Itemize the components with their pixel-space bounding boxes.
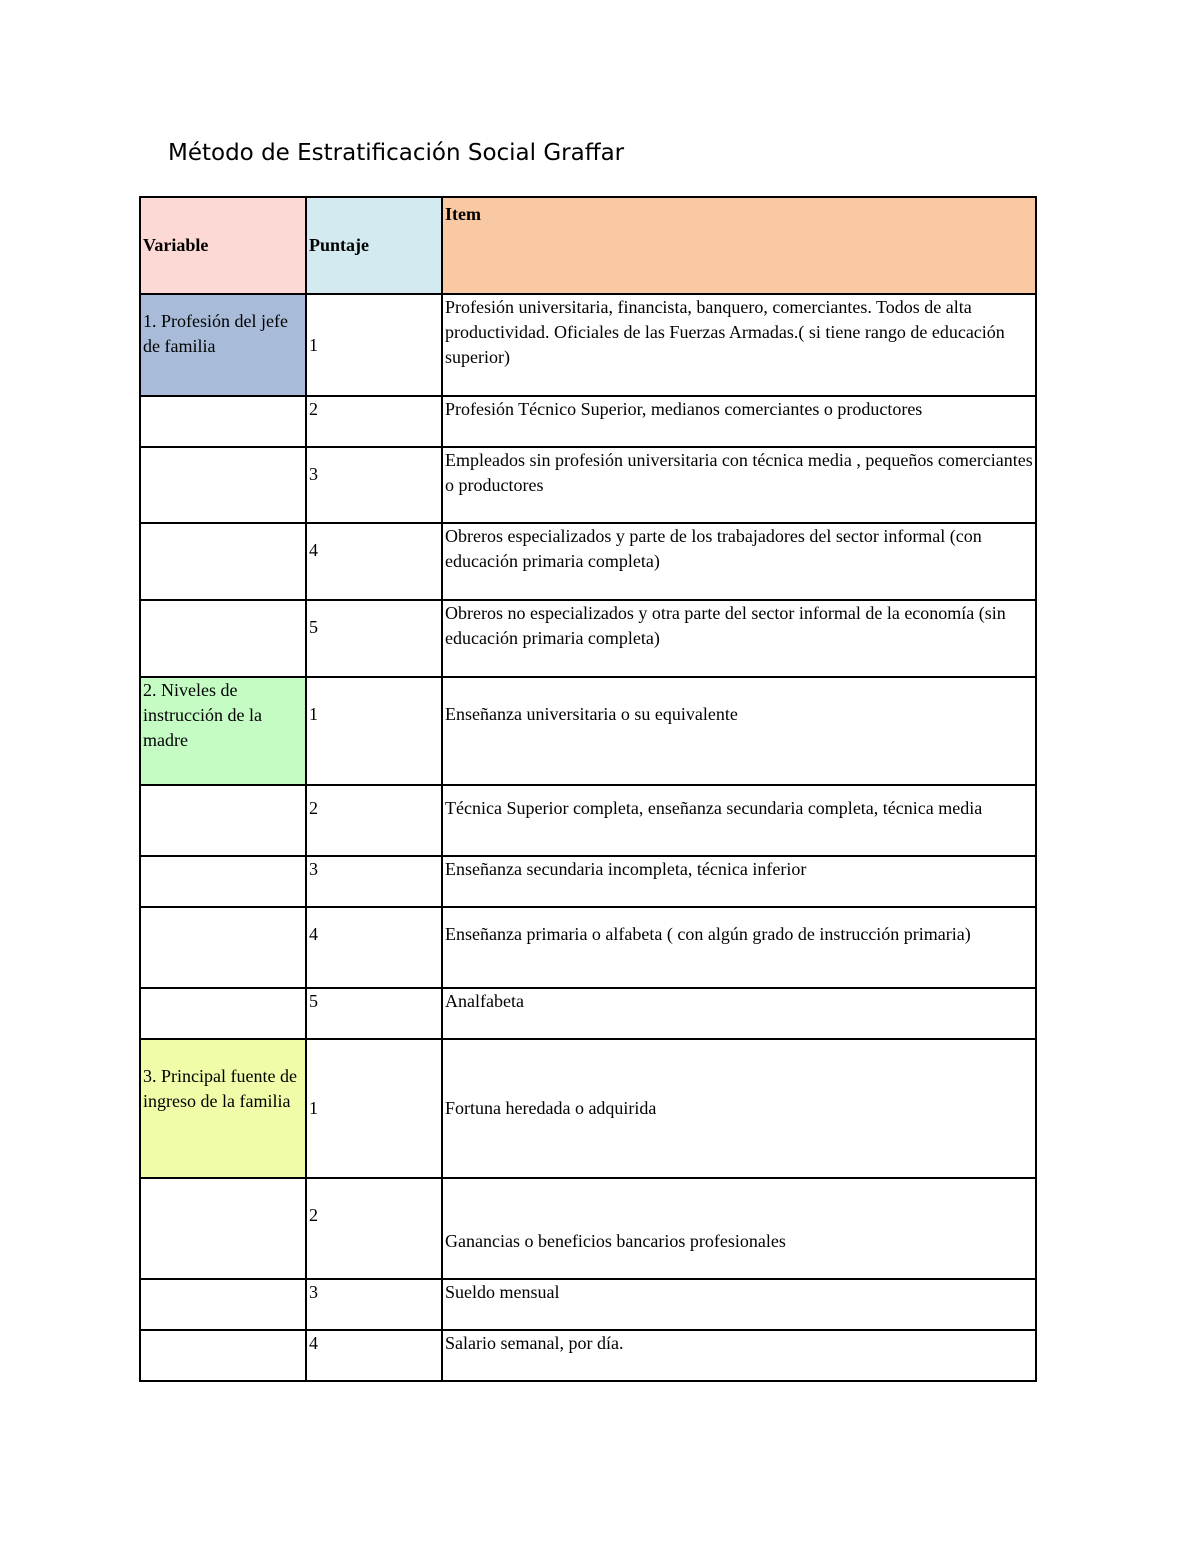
- item-cell: Obreros especializados y parte de los trabajadores del sector informal (con educación primaria completa): [442, 523, 1036, 600]
- header-variable: Variable: [140, 197, 306, 294]
- item-cell: Enseñanza primaria o alfabeta ( con algún grado de instrucción primaria): [442, 907, 1036, 988]
- item-cell: Ganancias o beneficios bancarios profesionales: [442, 1178, 1036, 1279]
- puntaje-cell: 1: [306, 1039, 442, 1178]
- puntaje-cell: 3: [306, 1279, 442, 1330]
- puntaje-cell: 4: [306, 523, 442, 600]
- item-cell: Profesión universitaria, financista, banquero, comerciantes. Todos de alta productividad. Oficiales de las Fuerzas Armadas.( si tiene rango de educación superior): [442, 294, 1036, 396]
- header-puntaje: Puntaje: [306, 197, 442, 294]
- puntaje-cell: 2: [306, 785, 442, 856]
- variable-cell-empty: [140, 1178, 306, 1279]
- table-row: [140, 1039, 1036, 1178]
- table-row: [140, 600, 1036, 677]
- variable-cell-empty: [140, 988, 306, 1039]
- table-row: [140, 447, 1036, 523]
- table-row: [140, 988, 1036, 1039]
- variable-cell-empty: [140, 1330, 306, 1381]
- puntaje-cell: 1: [306, 294, 442, 396]
- graffar-table: [139, 196, 1037, 1382]
- variable-cell-empty: [140, 523, 306, 600]
- puntaje-cell: 4: [306, 907, 442, 988]
- puntaje-cell: 3: [306, 447, 442, 523]
- item-cell: Obreros no especializados y otra parte del sector informal de la economía (sin educación primaria completa): [442, 600, 1036, 677]
- table-header-row: [140, 197, 1036, 294]
- table-row: [140, 785, 1036, 856]
- variable-cell-ingreso: 3. Principal fuente de ingreso de la familia: [140, 1039, 306, 1178]
- header-item: Item: [442, 197, 1036, 294]
- page-title: Método de Estratificación Social Graffar: [168, 140, 625, 166]
- table-row: [140, 294, 1036, 396]
- variable-cell-instruccion: 2. Niveles de instrucción de la madre: [140, 677, 306, 785]
- table-row: [140, 396, 1036, 447]
- variable-cell-empty: [140, 600, 306, 677]
- item-cell: Enseñanza universitaria o su equivalente: [442, 677, 1036, 785]
- item-cell: Sueldo mensual: [442, 1279, 1036, 1330]
- variable-cell-empty: [140, 447, 306, 523]
- table-row: [140, 677, 1036, 785]
- item-cell: Empleados sin profesión universitaria con técnica media , pequeños comerciantes o productores: [442, 447, 1036, 523]
- table-row: [140, 1178, 1036, 1279]
- puntaje-cell: 5: [306, 988, 442, 1039]
- item-cell: Enseñanza secundaria incompleta, técnica inferior: [442, 856, 1036, 907]
- item-cell: Profesión Técnico Superior, medianos comerciantes o productores: [442, 396, 1036, 447]
- puntaje-cell: 3: [306, 856, 442, 907]
- item-cell: Analfabeta: [442, 988, 1036, 1039]
- variable-cell-empty: [140, 1279, 306, 1330]
- item-cell: Salario semanal, por día.: [442, 1330, 1036, 1381]
- variable-cell-empty: [140, 907, 306, 988]
- variable-cell-empty: [140, 856, 306, 907]
- table-row: [140, 907, 1036, 988]
- table-row: [140, 856, 1036, 907]
- puntaje-cell: 1: [306, 677, 442, 785]
- item-cell: Fortuna heredada o adquirida: [442, 1039, 1036, 1178]
- variable-cell-profesion: 1. Profesión del jefe de familia: [140, 294, 306, 396]
- puntaje-cell: 2: [306, 1178, 442, 1279]
- table-row: [140, 1279, 1036, 1330]
- variable-cell-empty: [140, 785, 306, 856]
- variable-cell-empty: [140, 396, 306, 447]
- table-row: [140, 523, 1036, 600]
- puntaje-cell: 2: [306, 396, 442, 447]
- puntaje-cell: 5: [306, 600, 442, 677]
- item-cell: Técnica Superior completa, enseñanza secundaria completa, técnica media: [442, 785, 1036, 856]
- table-row: [140, 1330, 1036, 1381]
- puntaje-cell: 4: [306, 1330, 442, 1381]
